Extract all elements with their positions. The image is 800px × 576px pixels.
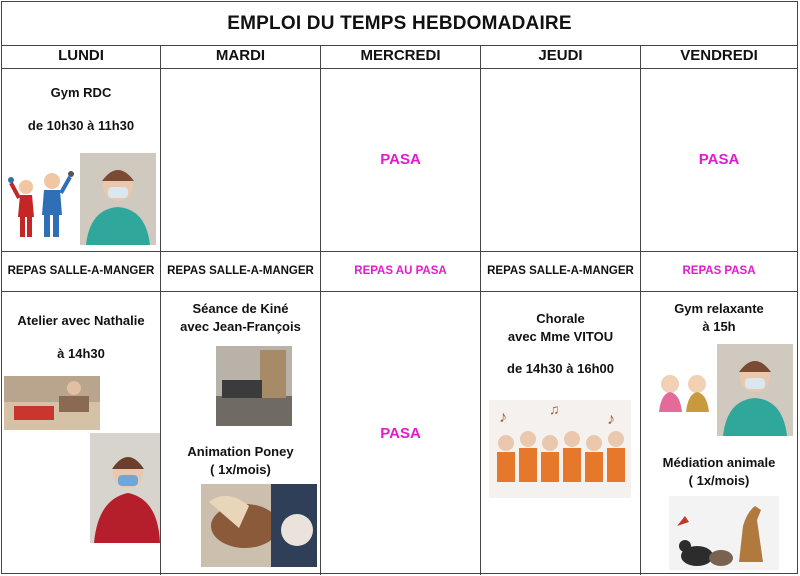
svg-text:♪: ♪ — [499, 409, 507, 426]
staff-photo-green-shirt — [80, 153, 156, 245]
day-header-jeudi: JEUDI — [481, 45, 641, 69]
svg-text:♫: ♫ — [549, 401, 560, 417]
activity-subtitle: avec Mme VITOU — [507, 329, 614, 344]
morning-mardi — [161, 69, 321, 252]
day-header-lundi: LUNDI — [2, 45, 161, 69]
staff-photo-green-shirt-2 — [717, 344, 793, 436]
pasa-label: PASA — [380, 151, 421, 168]
activity-title: Médiation animale — [662, 455, 776, 470]
animals-photo — [669, 496, 779, 570]
activity-subtitle: avec Jean-François — [180, 319, 301, 334]
activity-title: Gym RDC — [50, 85, 112, 100]
morning-jeudi — [481, 69, 641, 252]
meal-mardi: REPAS SALLE-A-MANGER — [161, 252, 321, 292]
meal-vendredi: REPAS PASA — [641, 252, 797, 292]
day-header-mardi: MARDI — [161, 45, 321, 69]
pasa-label: PASA — [698, 151, 740, 168]
activity-time: de 14h30 à 16h00 — [507, 361, 614, 376]
morning-mercredi — [321, 69, 481, 252]
activity-frequency: ( 1x/mois) — [210, 462, 271, 477]
meal-jeudi: REPAS SALLE-A-MANGER — [481, 252, 641, 292]
day-header-mercredi: MERCREDI — [321, 45, 481, 69]
activity-time: à 15h — [702, 319, 736, 334]
page-title: EMPLOI DU TEMPS HEBDOMADAIRE — [2, 2, 797, 46]
afternoon-mardi — [161, 292, 321, 575]
physio-room-photo — [216, 346, 292, 426]
afternoon-mercredi — [321, 292, 481, 575]
morning-lundi — [2, 69, 161, 252]
choir-illustration — [489, 400, 631, 498]
activity-title: Séance de Kiné — [192, 301, 289, 316]
afternoon-vendredi — [641, 292, 797, 575]
afternoon-lundi — [2, 292, 161, 575]
activity-title: Gym relaxante — [674, 301, 764, 316]
svg-text:♪: ♪ — [607, 411, 615, 428]
activity-title: Animation Poney — [187, 444, 294, 459]
activity-time: de 10h30 à 11h30 — [27, 118, 135, 133]
day-header-vendredi: VENDREDI — [641, 45, 797, 69]
exercising-seniors-illustration — [6, 165, 78, 241]
activity-title: Atelier avec Nathalie — [17, 313, 145, 328]
afternoon-jeudi — [481, 292, 641, 575]
pony-photo — [201, 484, 317, 567]
activity-title: Chorale — [536, 311, 585, 326]
workshop-photo — [4, 376, 100, 430]
meal-mercredi: REPAS AU PASA — [321, 252, 481, 292]
activity-time: à 14h30 — [57, 346, 105, 361]
pasa-label: PASA — [380, 425, 421, 442]
staff-photo-red-shirt — [90, 433, 160, 543]
meal-lundi: REPAS SALLE-A-MANGER — [2, 252, 161, 292]
activity-frequency: ( 1x/mois) — [688, 473, 750, 488]
schedule-sheet — [1, 1, 798, 574]
morning-vendredi — [641, 69, 797, 252]
seniors-illustration — [655, 372, 713, 416]
